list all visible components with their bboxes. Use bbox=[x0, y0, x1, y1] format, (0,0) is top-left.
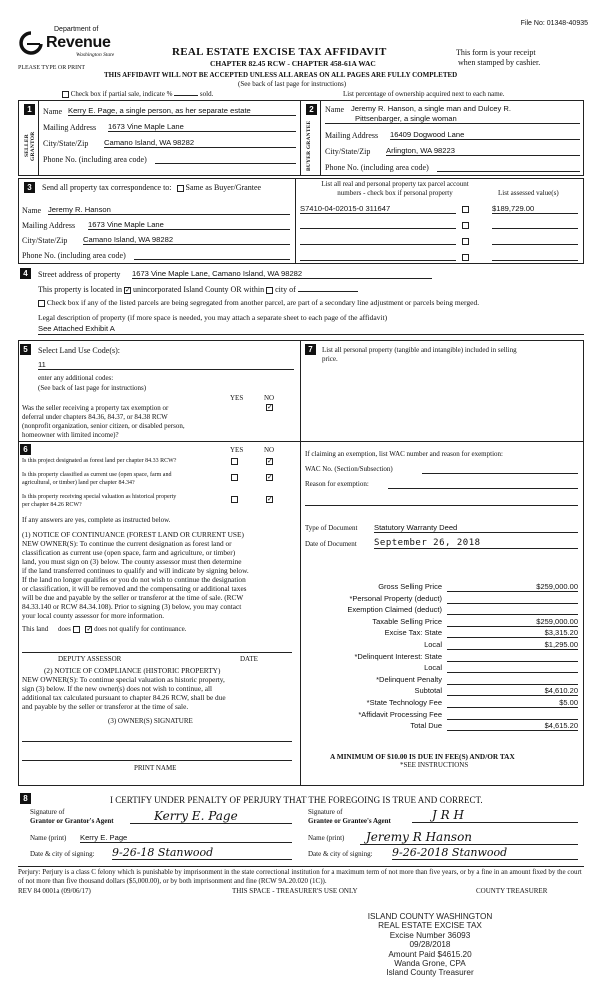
section-5-badge: 5 bbox=[20, 344, 31, 355]
notice1-line: land, you must sign on (3) below. The county assessor must then determine bbox=[22, 557, 242, 566]
reason-field-2[interactable] bbox=[305, 505, 578, 506]
tax-row-value[interactable]: $5.00 bbox=[447, 698, 578, 708]
tax-row bbox=[305, 617, 580, 628]
notice1-line: your local county assessor for more information. bbox=[22, 611, 165, 620]
personal-property-1: List all personal property (tangible and intangible) included in selling bbox=[322, 346, 517, 354]
buyer-mailing[interactable]: 16409 Dogwood Lane bbox=[390, 130, 580, 140]
section-4-badge: 4 bbox=[20, 268, 31, 279]
stamp-line: REAL ESTATE EXCISE TAX bbox=[378, 921, 482, 931]
street-address[interactable]: 1673 Vine Maple Lane, Camano Island, WA 98282 bbox=[132, 269, 432, 279]
s7-divider bbox=[300, 441, 584, 442]
buyer-name-label: Name bbox=[325, 105, 345, 114]
buyer-city[interactable]: Arlington, WA 98223 bbox=[386, 146, 580, 156]
grantor-name-label: Name (print) bbox=[30, 834, 67, 842]
tax-row bbox=[305, 710, 580, 721]
dor-logo bbox=[18, 26, 128, 66]
s6-q1-no-checkbox[interactable]: ✓ bbox=[267, 457, 273, 465]
land-use-label: Select Land Use Code(s): bbox=[38, 346, 120, 355]
print-name-label: PRINT NAME bbox=[134, 764, 177, 772]
tax-mailing[interactable]: 1673 Vine Maple Lane bbox=[88, 220, 290, 230]
seller-mailing-label: Mailing Address bbox=[43, 123, 97, 132]
tax-city-label: City/State/Zip bbox=[22, 236, 68, 245]
this-land-row bbox=[22, 625, 186, 633]
street-label: Street address of property bbox=[38, 270, 121, 279]
minimum-due: A MINIMUM OF $10.00 IS DUE IN FEE(S) AND/OR TAX bbox=[330, 752, 515, 761]
tax-row-value[interactable]: $4,610.20 bbox=[447, 686, 578, 696]
seller-city[interactable]: Camano Island, WA 98282 bbox=[104, 138, 296, 148]
notice1-line: if the land transferred continues to qualify and will indicate by signing below. bbox=[22, 566, 249, 575]
tax-row-label: Local bbox=[424, 663, 442, 673]
legal-underline-1 bbox=[38, 334, 584, 335]
tax-row-value[interactable]: $3,315.20 bbox=[447, 628, 578, 638]
tax-row-label: Taxable Selling Price bbox=[372, 616, 442, 626]
s5-s6-divider bbox=[18, 441, 300, 442]
s6-q1-yes-checkbox[interactable] bbox=[231, 458, 238, 465]
tax-row-label: Subtotal bbox=[414, 686, 442, 696]
tax-row bbox=[305, 675, 580, 686]
tax-row-label: Local bbox=[424, 640, 442, 649]
certify-statement: I CERTIFY UNDER PENALTY OF PERJURY THAT THE FOREGOING IS TRUE AND CORRECT. bbox=[110, 795, 483, 805]
form-subtitle: CHAPTER 82.45 RCW - CHAPTER 458-61A WAC bbox=[210, 59, 376, 68]
form-title: REAL ESTATE EXCISE TAX AFFIDAVIT bbox=[172, 46, 387, 58]
s5-no: NO bbox=[264, 394, 275, 402]
notice2-line: additional tax calculated pursuant to chapter 84.26 RCW, shall be due bbox=[22, 693, 226, 702]
same-as-buyer-checkbox[interactable] bbox=[177, 185, 184, 192]
reason-label: Reason for exemption: bbox=[305, 480, 369, 488]
reason-field[interactable] bbox=[388, 488, 578, 489]
grantee-date-label: Date & city of signing: bbox=[308, 850, 373, 858]
tax-row bbox=[305, 594, 580, 605]
s6-q3b: per chapter 84.26 RCW? bbox=[22, 502, 82, 508]
legal-label: Legal description of property (if more space is needed, you may attach a separate sheet to each page of the affidavit) bbox=[38, 313, 388, 322]
parcel-3-personal-checkbox[interactable] bbox=[462, 238, 469, 245]
grantee-name-label: Name (print) bbox=[308, 834, 345, 842]
notice2-line: and payable by the seller or transferor at the time of sale. bbox=[22, 702, 189, 711]
deputy-date-label: DATE bbox=[240, 655, 258, 663]
assessed-4[interactable] bbox=[492, 260, 578, 261]
s5-q-line1: Was the seller receiving a property tax exemption or bbox=[22, 404, 169, 412]
s6-q2a: Is this property classified as current use (open space, farm and bbox=[22, 472, 172, 478]
tax-name[interactable]: Jeremy R. Hanson bbox=[48, 205, 290, 215]
notice2-line: sign (3) below. If the new owner(s) does not wish to continue, all bbox=[22, 684, 213, 693]
send-correspondence bbox=[42, 183, 261, 192]
section-3-badge: 3 bbox=[24, 182, 35, 193]
tax-phone-label: Phone No. (including area code) bbox=[22, 251, 126, 260]
grantor-date-label: Date & city of signing: bbox=[30, 850, 95, 858]
s6-q3-yes-checkbox[interactable] bbox=[231, 496, 238, 503]
grantor-sig-of: Signature of bbox=[30, 808, 65, 816]
personal-property-2: price. bbox=[322, 355, 338, 363]
tax-row-value[interactable] bbox=[447, 663, 578, 673]
owner-sig-line bbox=[22, 741, 292, 742]
additional-codes-label: enter any additional codes: bbox=[38, 374, 114, 382]
buyer-phone-label: Phone No. (including area code) bbox=[325, 163, 429, 172]
notice1-line: NEW OWNER(S): To continue the current designation as forest land or bbox=[22, 539, 232, 548]
tax-city[interactable]: Camano Island, WA 98282 bbox=[83, 235, 290, 245]
this-land-label: This land bbox=[22, 625, 49, 633]
tax-row bbox=[305, 628, 580, 639]
tax-name-label: Name bbox=[22, 206, 42, 215]
land-use-code[interactable]: 11 bbox=[38, 360, 294, 370]
parcel-header-2: numbers - check box if personal property bbox=[337, 189, 453, 197]
partial-sale-row bbox=[62, 90, 213, 98]
tax-row bbox=[305, 652, 580, 663]
doc-type-label: Type of Document bbox=[305, 524, 358, 532]
grantee-name[interactable]: Jeremy R Hanson bbox=[360, 830, 578, 845]
segregated-label: Check box if any of the listed parcels are being segregated from another parcel, are part of a secondary line adjustment or parcels being merged. bbox=[46, 298, 480, 307]
grantor-name[interactable]: Kerry E. Page bbox=[80, 833, 292, 843]
legal-value[interactable]: See Attached Exhibit A bbox=[38, 324, 115, 333]
buyer-name-line1[interactable]: Jeremy R. Hanson, a single man and Dulcey R. bbox=[351, 104, 511, 113]
stamp-line: Excise Number 36093 bbox=[389, 930, 471, 940]
dept-line2: Revenue bbox=[46, 34, 111, 51]
city-field[interactable] bbox=[298, 291, 358, 292]
tax-row bbox=[305, 686, 580, 697]
notice2-line: (2) NOTICE OF COMPLIANCE (HISTORIC PROPERTY) bbox=[44, 666, 221, 675]
section-2-divider bbox=[320, 100, 321, 176]
segregated-checkbox[interactable] bbox=[38, 300, 45, 307]
notice-continuance bbox=[22, 530, 249, 620]
see-back: (See back of last page for instructions) bbox=[238, 80, 347, 88]
wac-field[interactable] bbox=[422, 473, 578, 474]
does-label: does bbox=[58, 625, 71, 633]
tax-row-value[interactable]: $259,000.00 bbox=[447, 582, 578, 592]
deputy-assessor-label: DEPUTY ASSESSOR bbox=[58, 655, 122, 663]
treasurer-stamp bbox=[340, 912, 520, 978]
section-1-badge: 1 bbox=[24, 104, 35, 115]
seller-phone-label: Phone No. (including area code) bbox=[43, 155, 147, 164]
tax-row-value[interactable] bbox=[447, 675, 578, 685]
same-as-buyer-label: Same as Buyer/Grantee bbox=[185, 183, 262, 192]
parcel-4[interactable] bbox=[300, 260, 456, 261]
notice1-line: (1) NOTICE OF CONTINUANCE (FOREST LAND OR CURRENT USE) bbox=[22, 530, 244, 539]
s6-q1: Is this project designated as forest land per chapter 84.33 RCW? bbox=[22, 458, 177, 464]
wac-label: WAC No. (Section/Subsection) bbox=[305, 465, 393, 473]
s5-q-line4: homeowner with limited income)? bbox=[22, 431, 119, 439]
parcel-header-1: List all real and personal property tax parcel account bbox=[321, 180, 469, 188]
tax-row-label: *State Technology Fee bbox=[366, 698, 442, 707]
s6-no: NO bbox=[264, 446, 275, 454]
notice-compliance bbox=[22, 666, 226, 711]
s6-q3a: Is this property receiving special valuation as historical property bbox=[22, 494, 177, 500]
s6-q3-no-checkbox[interactable]: ✓ bbox=[267, 495, 273, 503]
s6-if-any: If any answers are yes, complete as instructed below. bbox=[22, 516, 171, 524]
receipt-note-1: This form is your receipt bbox=[456, 48, 536, 57]
buyer-phone[interactable] bbox=[437, 171, 580, 172]
buyer-city-label: City/State/Zip bbox=[325, 147, 371, 156]
within-city-checkbox[interactable] bbox=[266, 287, 273, 294]
treasurer-space: THIS SPACE - TREASURER'S USE ONLY bbox=[232, 887, 358, 895]
tax-row bbox=[305, 721, 580, 732]
partial-pct-field[interactable] bbox=[174, 95, 198, 96]
divider-1-2 bbox=[300, 100, 301, 176]
seller-city-label: City/State/Zip bbox=[43, 139, 89, 148]
buyer-name-line2[interactable]: Pittsenbarger, a single woman bbox=[325, 114, 580, 124]
s5-q-line3: (nonprofit organization, senior citizen, or disabled person, bbox=[22, 422, 185, 430]
located-mid: unincorporated Island County OR within bbox=[132, 285, 265, 294]
section-6-badge: 6 bbox=[20, 444, 31, 455]
print-name-line bbox=[22, 760, 292, 761]
tax-row-label: *Affidavit Processing Fee bbox=[358, 709, 442, 719]
assessed-2[interactable] bbox=[492, 228, 578, 229]
sold-label: sold. bbox=[199, 90, 214, 98]
section-1-divider bbox=[38, 100, 39, 176]
located-row bbox=[38, 285, 358, 294]
tax-row bbox=[305, 605, 580, 616]
notice1-line: classification as current use (open space, farm and agriculture, or timber) bbox=[22, 548, 236, 557]
tax-row-value[interactable] bbox=[447, 710, 578, 720]
parcel-1[interactable]: S7410-04-02015-0 311647 bbox=[300, 204, 456, 214]
s6-q2-yes-checkbox[interactable] bbox=[231, 474, 238, 481]
tax-row-label: Gross Selling Price bbox=[378, 582, 442, 591]
tax-row-label: *Personal Property (deduct) bbox=[349, 593, 442, 603]
does-not-label: does not qualify for continuance. bbox=[94, 625, 187, 633]
s5-yes: YES bbox=[230, 394, 244, 402]
tax-row-value[interactable]: $1,295.00 bbox=[447, 640, 578, 650]
tax-mailing-label: Mailing Address bbox=[22, 221, 76, 230]
tax-row-value[interactable]: $4,615.20 bbox=[447, 721, 578, 731]
grantee-date-city[interactable]: 9-26-2018 Stanwood bbox=[392, 846, 578, 860]
partial-sale-label: Check box if partial sale, indicate % bbox=[70, 90, 173, 98]
stamp-line: ISLAND COUNTY WASHINGTON bbox=[367, 912, 493, 921]
parcel-2[interactable] bbox=[300, 228, 456, 229]
grantor-signature[interactable]: Kerry E. Page bbox=[130, 809, 292, 824]
tax-row-label: Total Due bbox=[410, 721, 442, 731]
footer-divider bbox=[18, 866, 584, 867]
tax-row bbox=[305, 698, 580, 709]
assessed-3[interactable] bbox=[492, 244, 578, 245]
revenue-swoosh-icon bbox=[18, 30, 44, 56]
assessed-1[interactable]: $189,729.00 bbox=[492, 204, 578, 214]
tax-row-label: *Delinquent Penalty bbox=[376, 674, 442, 684]
located-pre: This property is located in bbox=[38, 285, 122, 294]
s6-yes: YES bbox=[230, 446, 244, 454]
does-checkbox[interactable] bbox=[73, 626, 80, 633]
tax-row-label: Exemption Claimed (deduct) bbox=[347, 605, 442, 615]
stamp-line: Amount Paid $4615.20 bbox=[388, 949, 472, 959]
tax-row-value[interactable]: $259,000.00 bbox=[447, 617, 578, 627]
dept-state: Washington State bbox=[76, 52, 115, 58]
buyer-grantee-label: BUYER GRANTEE bbox=[306, 120, 312, 172]
exemption-label: If claiming an exemption, list WAC number and reason for exemption: bbox=[305, 450, 503, 458]
unincorporated-checkbox[interactable]: ✓ bbox=[124, 285, 131, 294]
tax-row-value[interactable] bbox=[447, 594, 578, 604]
tax-row-label: Excise Tax: State bbox=[384, 628, 442, 638]
notice2-line: NEW OWNER(S): To continue special valuation as historic property, bbox=[22, 675, 225, 684]
doc-date-label: Date of Document bbox=[305, 540, 357, 548]
segregated-row bbox=[38, 298, 479, 307]
deputy-line bbox=[22, 652, 292, 653]
partial-sale-checkbox[interactable] bbox=[62, 91, 69, 98]
grantee-sig-of: Signature of bbox=[308, 808, 343, 816]
list-percentage-note: List percentage of ownership acquired next to each name. bbox=[343, 90, 505, 98]
tax-row-value[interactable] bbox=[447, 605, 578, 615]
see-instructions: *SEE INSTRUCTIONS bbox=[400, 761, 469, 769]
stamp-line: Island County Treasurer bbox=[386, 968, 474, 978]
parcel-4-personal-checkbox[interactable] bbox=[462, 254, 469, 261]
please-type: PLEASE TYPE OR PRINT bbox=[18, 65, 86, 71]
rev-number: REV 84 0001a (09/06/17) bbox=[18, 887, 91, 895]
stamp-line: 09/28/2018 bbox=[409, 940, 451, 950]
parcel-3[interactable] bbox=[300, 244, 456, 245]
seller-grantor-label: SELLER GRANTOR bbox=[24, 131, 36, 161]
notice1-line: or classification, it will be removed and the compensating or additional taxes bbox=[22, 584, 247, 593]
parcel-2-personal-checkbox[interactable] bbox=[462, 222, 469, 229]
parcel-1-personal-checkbox[interactable] bbox=[462, 206, 469, 213]
tax-row bbox=[305, 582, 580, 593]
tax-row bbox=[305, 663, 580, 674]
warning: THIS AFFIDAVIT WILL NOT BE ACCEPTED UNLESS ALL AREAS ON ALL PAGES ARE FULLY COMPLETED bbox=[104, 71, 458, 79]
doc-date[interactable]: September 26, 2018 bbox=[374, 538, 578, 549]
grantor-date-city[interactable]: 9-26-18 Stanwood bbox=[112, 846, 292, 860]
s6-q2-no-checkbox[interactable]: ✓ bbox=[267, 473, 273, 481]
section-7-badge: 7 bbox=[305, 344, 316, 355]
seller-mailing[interactable]: 1673 Vine Maple Lane bbox=[108, 122, 296, 132]
tax-phone[interactable] bbox=[134, 259, 290, 260]
tax-row bbox=[305, 640, 580, 651]
s6-q2b: agricultural, or timber) land per chapter 84.34? bbox=[22, 480, 135, 486]
send-correspondence-label: Send all property tax correspondence to: bbox=[42, 183, 172, 192]
assessed-header: List assessed value(s) bbox=[498, 189, 559, 197]
notice1-line: will be due and payable by the seller or transferor at the time of sale. (RCW bbox=[22, 593, 244, 602]
located-city: city of bbox=[275, 285, 296, 294]
tax-row-label: *Delinquent Interest: State bbox=[354, 651, 442, 661]
notice1-line: If the land no longer qualifies or you do not wish to continue the designation bbox=[22, 575, 246, 584]
dept-line1: Department of bbox=[54, 26, 99, 33]
perjury-notice: Perjury: Perjury is a class C felony which is punishable by imprisonment in the state correctional institution for a maximum term of not more than five years, or by a fine in an amount fixed by the court of not more than five thousand dollars ($5,000.00), or by both imprisonment and fine (RCW 9A.20.020 (1C)). bbox=[18, 868, 582, 885]
grantee-agent-label: Grantee or Grantee's Agent bbox=[308, 817, 391, 825]
owner-signature-label: (3) OWNER(S) SIGNATURE bbox=[108, 717, 193, 725]
notice1-line: 84.33.140 or RCW 84.34.108). Prior to signing (3) below, you may contact bbox=[22, 602, 242, 611]
grantor-agent-label: Grantor or Grantor's Agent bbox=[30, 817, 114, 825]
section-3-divider bbox=[295, 178, 296, 264]
does-not-checkbox[interactable]: ✓ bbox=[86, 624, 93, 633]
divider-5-7 bbox=[300, 340, 301, 786]
stamp-line: Wanda Grone, CPA bbox=[394, 959, 466, 969]
doc-type[interactable]: Statutory Warranty Deed bbox=[374, 523, 578, 533]
s5-q-line2: deferral under chapters 84.36, 84.37, or 84.38 RCW bbox=[22, 413, 168, 421]
grantee-signature[interactable]: J R H bbox=[412, 808, 578, 823]
seller-name[interactable]: Kerry E. Page, a single person, as her separate estate bbox=[68, 106, 296, 116]
tax-row-value[interactable] bbox=[447, 652, 578, 662]
receipt-note-2: when stamped by cashier. bbox=[458, 58, 541, 67]
buyer-mailing-label: Mailing Address bbox=[325, 131, 379, 140]
s5-no-checkbox[interactable]: ✓ bbox=[267, 403, 273, 411]
section-2-badge: 2 bbox=[306, 104, 317, 115]
land-use-see-back: (See back of last page for instructions) bbox=[38, 384, 147, 392]
section-8-badge: 8 bbox=[20, 793, 31, 804]
seller-phone[interactable] bbox=[155, 163, 296, 164]
seller-name-label: Name bbox=[43, 107, 63, 116]
county-treasurer: COUNTY TREASURER bbox=[476, 887, 548, 895]
file-number: File No: 01348-40935 bbox=[520, 20, 588, 27]
